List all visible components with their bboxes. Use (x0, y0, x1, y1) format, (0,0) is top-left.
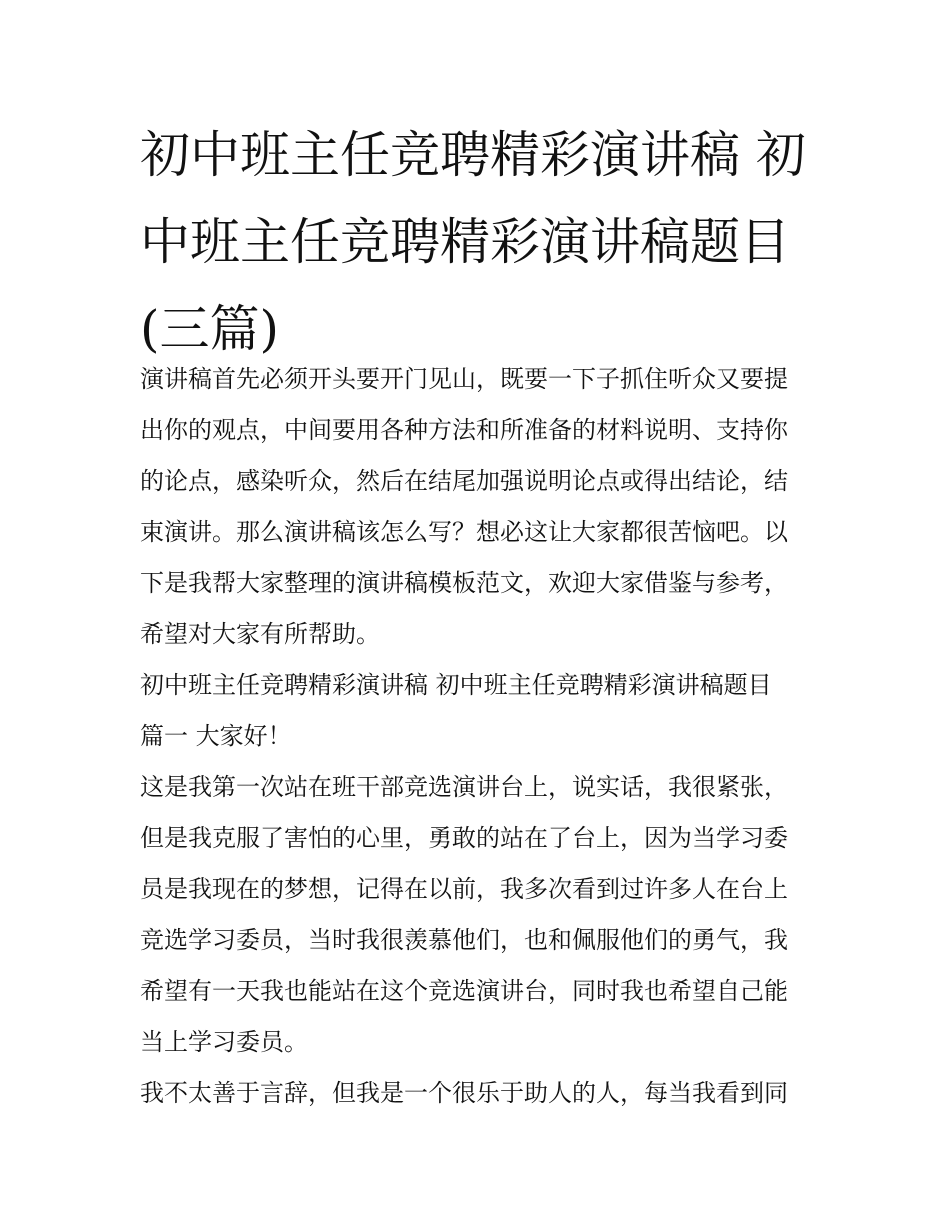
text-line: 的论点，感染听众，然后在结尾加强说明论点或得出结论，结 (140, 467, 788, 495)
text-line: 员是我现在的梦想，记得在以前，我多次看到过许多人在台上 (140, 875, 788, 903)
title-line: 中班主任竞聘精彩演讲稿题目 (140, 213, 790, 271)
text-line: 但是我克服了害怕的心里，勇敢的站在了台上，因为当学习委 (140, 824, 788, 852)
text-line: 当上学习委员。 (140, 1028, 308, 1056)
document-body (140, 354, 816, 1119)
section-heading-paragraph (140, 660, 816, 762)
text-line: 希望对大家有所帮助。 (140, 620, 380, 648)
text-line: 竞选学习委员，当时我很羡慕他们，也和佩服他们的勇气，我 (140, 926, 788, 954)
text-line: 篇一 大家好！ (140, 722, 292, 750)
text-line: 出你的观点，中间要用各种方法和所准备的材料说明、支持你 (140, 416, 788, 444)
speech-paragraph (140, 762, 816, 1068)
speech-paragraph (140, 1068, 816, 1119)
text-line: 演讲稿首先必须开头要开门见山，既要一下子抓住听众又要提 (140, 365, 788, 393)
title-line: (三篇) (140, 300, 280, 358)
text-line: 希望有一天我也能站在这个竞选演讲台，同时我也希望自己能 (140, 977, 788, 1005)
intro-paragraph (140, 354, 816, 660)
document-title (140, 112, 820, 373)
text-line: 下是我帮大家整理的演讲稿模板范文，欢迎大家借鉴与参考， (140, 569, 788, 597)
title-line: 初中班主任竞聘精彩演讲稿 初 (140, 126, 806, 184)
text-line: 初中班主任竞聘精彩演讲稿 初中班主任竞聘精彩演讲稿题目 (140, 671, 772, 699)
text-line: 这是我第一次站在班干部竞选演讲台上，说实话，我很紧张， (140, 773, 788, 801)
text-line: 束演讲。那么演讲稿该怎么写？想必这让大家都很苦恼吧。以 (140, 518, 788, 546)
text-line: 我不太善于言辞，但我是一个很乐于助人的人，每当我看到同 (140, 1079, 788, 1107)
